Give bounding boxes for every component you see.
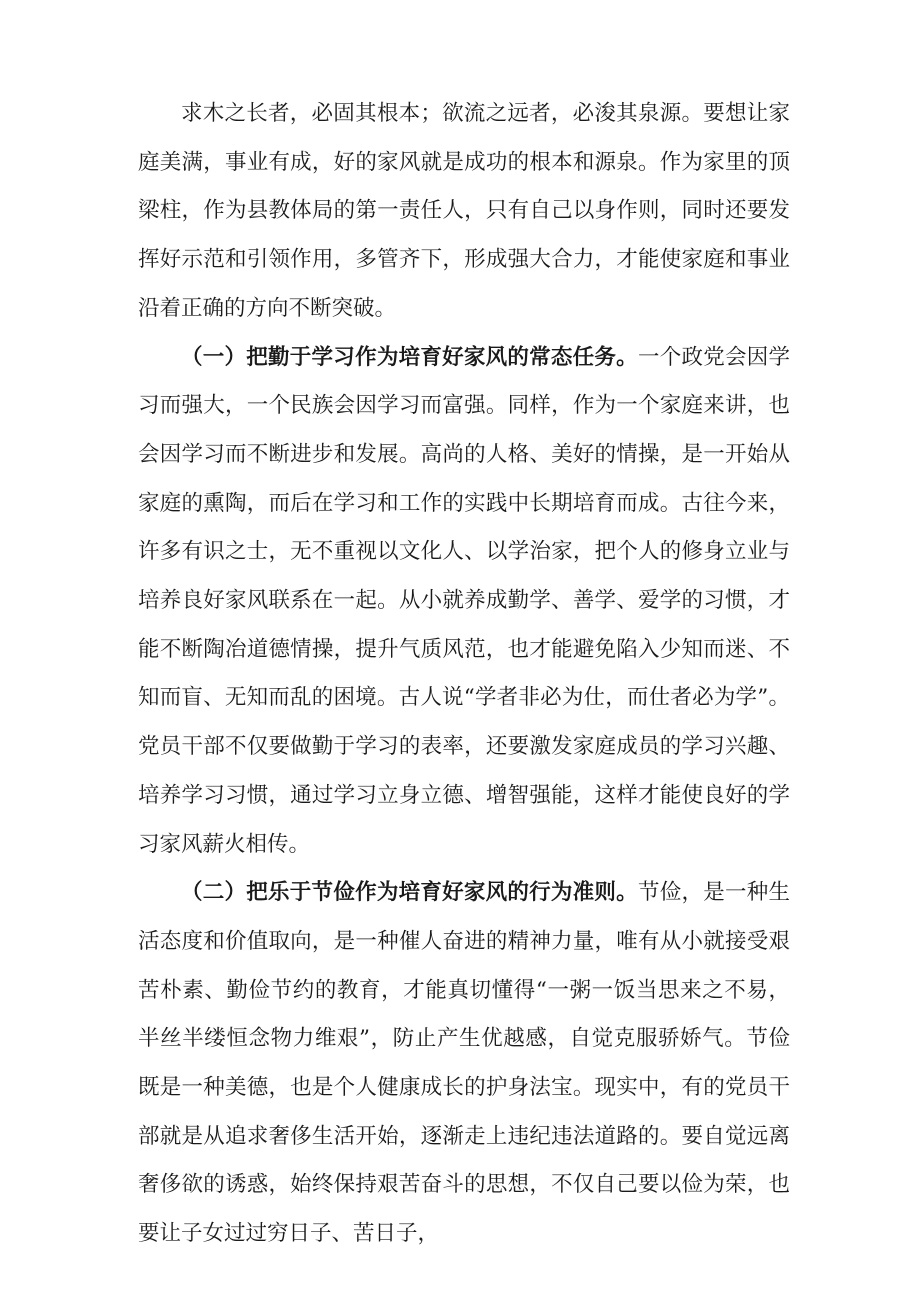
section-1-paragraph xyxy=(138,334,790,870)
paragraph-text: 节俭，是一种生活态度和价值取向，是一种催人奋进的精神力量，唯有从小就接受艰苦朴素、勤俭节约的教育，才能真切懂得“一粥一饭当思来之不易，半丝半缕恒念物力维艰”，防止产生优越感，自觉克服骄娇气。节俭既是一种美德，也是个人健康成长的护身法宝。现实中，有的党员干部就是从追求奢侈生活开始，逐渐走上违纪违法道路的。要自觉远离奢侈欲的诱惑，始终保持艰苦奋斗的思想，不仅自己要以俭为荣，也要让子女过过穷日子、苦日子， xyxy=(138,880,790,1247)
paragraph-text: 求木之长者，必固其根本；欲流之远者，必浚其泉源。要想让家庭美满，事业有成，好的家风就是成功的根本和源泉。作为家里的顶梁柱，作为县教体局的第一责任人，只有自己以身作则，同时还要发挥好示范和引领作用，多管齐下，形成强大合力，才能使家庭和事业沿着正确的方向不断突破。 xyxy=(138,101,790,321)
section-2-paragraph xyxy=(138,869,790,1259)
section-1-heading: （一）把勤于学习作为培育好家风的常态任务。 xyxy=(181,344,638,370)
intro-paragraph xyxy=(138,90,790,334)
document-body xyxy=(138,90,790,1259)
paragraph-text: 一个政党会因学习而强大，一个民族会因学习而富强。同样，作为一个家庭来讲，也会因学习而不断进步和发展。高尚的人格、美好的情操，是一开始从家庭的熏陶，而后在学习和工作的实践中长期培育而成。古往今来，许多有识之士，无不重视以文化人、以学治家，把个人的修身立业与培养良好家风联系在一起。从小就养成勤学、善学、爱学的习惯，才能不断陶冶道德情操，提升气质风范，也才能避免陷入少知而迷、不知而盲、无知而乱的困境。古人说“学者非必为仕，而仕者必为学”。党员干部不仅要做勤于学习的表率，还要激发家庭成员的学习兴趣、培养学习习惯，通过学习立身立德、增智强能，这样才能使良好的学习家风薪火相传。 xyxy=(138,344,790,857)
section-2-heading: （二）把乐于节俭作为培育好家风的行为准则。 xyxy=(181,880,638,906)
